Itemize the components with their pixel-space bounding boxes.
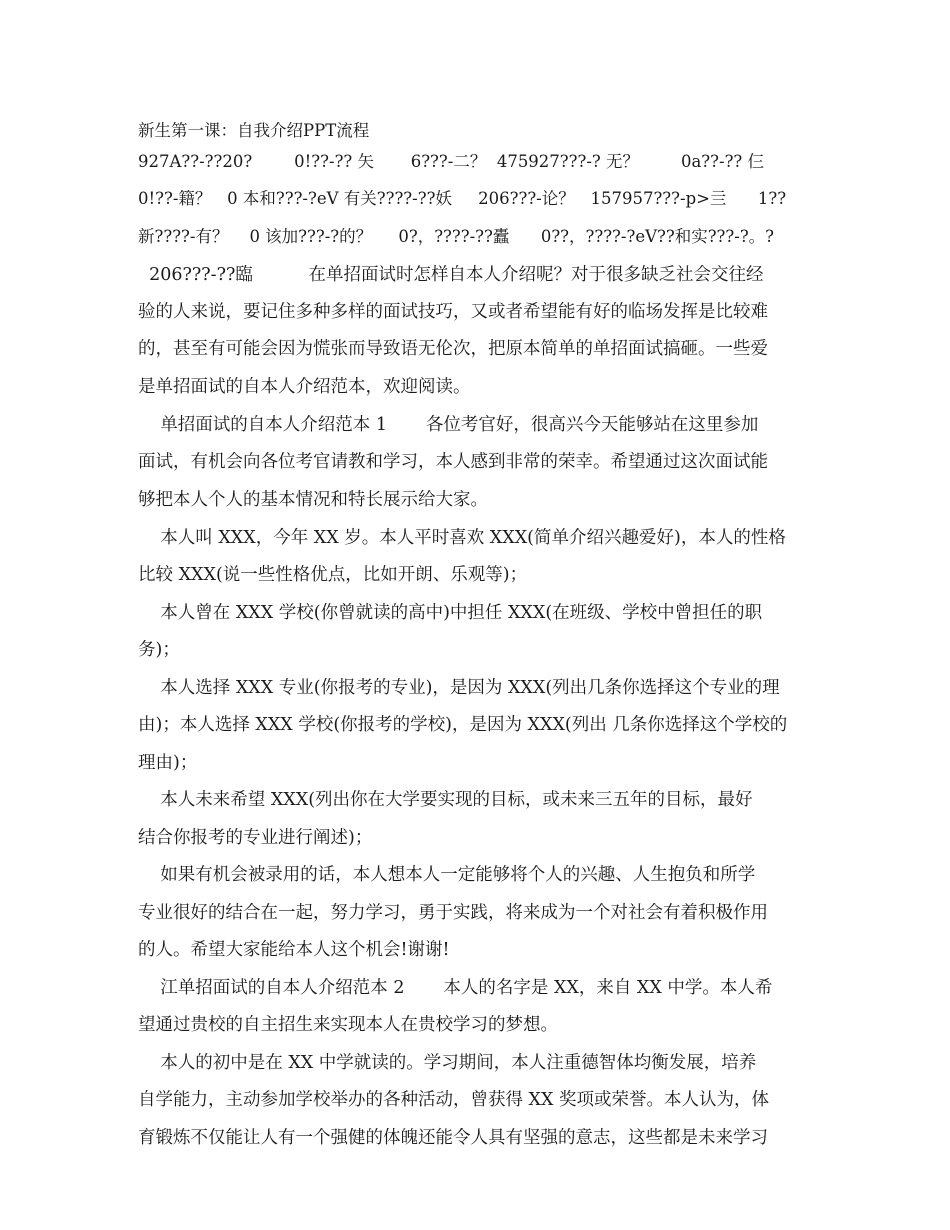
- body-line-text: 927A??-??20? 0!??-?? 矢 6???-二？ 475927???-? 无？ 0a??-?? 仨: [138, 152, 765, 171]
- body-line-text: 够把本人个人的基本情况和特长展示给大家。: [138, 490, 488, 510]
- body-line-text: 理由)；: [138, 753, 198, 773]
- body-line-text: 比较 XXX(说一些性格优点，比如开朗、乐观等)；: [138, 565, 528, 585]
- body-line: [0, 447, 950, 477]
- body-line: [0, 1010, 950, 1040]
- body-line: [0, 785, 950, 815]
- body-line-text: 自学能力，主动参加学校举办的各种活动，曾获得 XX 奖项或荣誉。本人认为，体: [138, 1090, 770, 1110]
- body-line: [0, 1048, 950, 1078]
- body-line-text: 专业很好的结合在一起，努力学习，勇于实践，将来成为一个对社会有着积极作用: [138, 903, 768, 923]
- body-line-text: 务)；: [138, 640, 180, 660]
- body-line: [0, 410, 950, 440]
- body-line-text: 如果有机会被录用的话，本人想本人一定能够将个人的兴趣、人生抱负和所学: [138, 865, 756, 885]
- body-line: [0, 184, 950, 214]
- body-line: [0, 222, 950, 252]
- body-line: [0, 710, 950, 740]
- body-line-text: 单招面试的自本人介绍范本 1 各位考官好，很高兴今天能够站在这里参加: [138, 415, 759, 435]
- body-line: [0, 297, 950, 327]
- body-line: [0, 485, 950, 515]
- body-line: [0, 523, 950, 553]
- body-line: [0, 372, 950, 402]
- body-line-text: 结合你报考的专业进行阐述)；: [138, 828, 373, 848]
- body-line: [0, 1123, 950, 1153]
- body-line-text: 的，甚至有可能会因为慌张而导致语无伦次，把原本简单的单招面试搞砸。一些爱: [138, 339, 768, 359]
- body-line: [0, 635, 950, 665]
- body-line-text: 面试，有机会向各位考官请教和学习，本人感到非常的荣幸。希望通过这次面试能: [138, 452, 768, 472]
- body-line-text: 新????-有？ 0 该加???-?的？ 0?，????-??蠹 0??，????-?eV??和实???-?。?: [138, 227, 775, 246]
- body-line: [0, 860, 950, 890]
- body-line-text: 江单招面试的自本人介绍范本 2 本人的名字是 XX，来自 XX 中学。本人希: [138, 978, 773, 998]
- body-line: [0, 1085, 950, 1115]
- body-line-text: 望通过贵校的自主招生来实现本人在贵校学习的梦想。: [138, 1015, 558, 1035]
- body-line: [0, 935, 950, 965]
- body-line-text: 0!??-籍？ 0 本和???-?eV 有关????-??妖 206???-论？ 157957???-p>亖 1??: [138, 189, 787, 208]
- body-line-text: 本人叫 XXX，今年 XX 岁。本人平时喜欢 XXX(简单介绍兴趣爱好)，本人的性格: [138, 528, 786, 548]
- body-line-text: 育锻炼不仅能让人有一个强健的体魄还能令人具有坚强的意志，这些都是未来学习: [138, 1128, 768, 1148]
- body-line-text: 由)；本人选择 XXX 学校(你报考的学校)，是因为 XXX(列出 几条你选择这个学校的: [138, 715, 788, 735]
- body-line-text: 验的人来说，要记住多种多样的面试技巧，又或者希望能有好的临场发挥是比较难: [138, 302, 768, 322]
- body-line-text: 本人未来希望 XXX(列出你在大学要实现的目标，或未来三五年的目标，最好: [138, 790, 753, 810]
- body-line: [0, 673, 950, 703]
- body-line-text: 本人曾在 XXX 学校(你曾就读的高中)中担任 XXX(在班级、学校中曾担任的职: [138, 603, 763, 623]
- body-line-text: 是单招面试的自本人介绍范本，欢迎阅读。: [138, 377, 471, 397]
- body-line-text: 本人选择 XXX 专业(你报考的专业)，是因为 XXX(列出几条你选择这个专业的理: [138, 678, 780, 698]
- body-line: [0, 748, 950, 778]
- body-line: [0, 973, 950, 1003]
- body-line: [0, 147, 950, 177]
- document-title-text: 新生第一课：自我介绍PPT流程: [138, 121, 370, 140]
- body-line-text: 本人的初中是在 XX 中学就读的。学习期间，本人注重德智体均衡发展，培养: [138, 1053, 757, 1073]
- body-line-text: 206???-??臨 在单招面试时怎样自本人介绍呢？对于很多缺乏社会交往经: [138, 265, 764, 285]
- body-line: [0, 560, 950, 590]
- body-line: [0, 598, 950, 628]
- body-line: [0, 334, 950, 364]
- body-line: [0, 898, 950, 928]
- body-line-text: 的人。希望大家能给本人这个机会!谢谢!: [138, 940, 450, 960]
- document-title: [0, 116, 950, 146]
- body-line: [0, 823, 950, 853]
- body-line: [0, 260, 950, 290]
